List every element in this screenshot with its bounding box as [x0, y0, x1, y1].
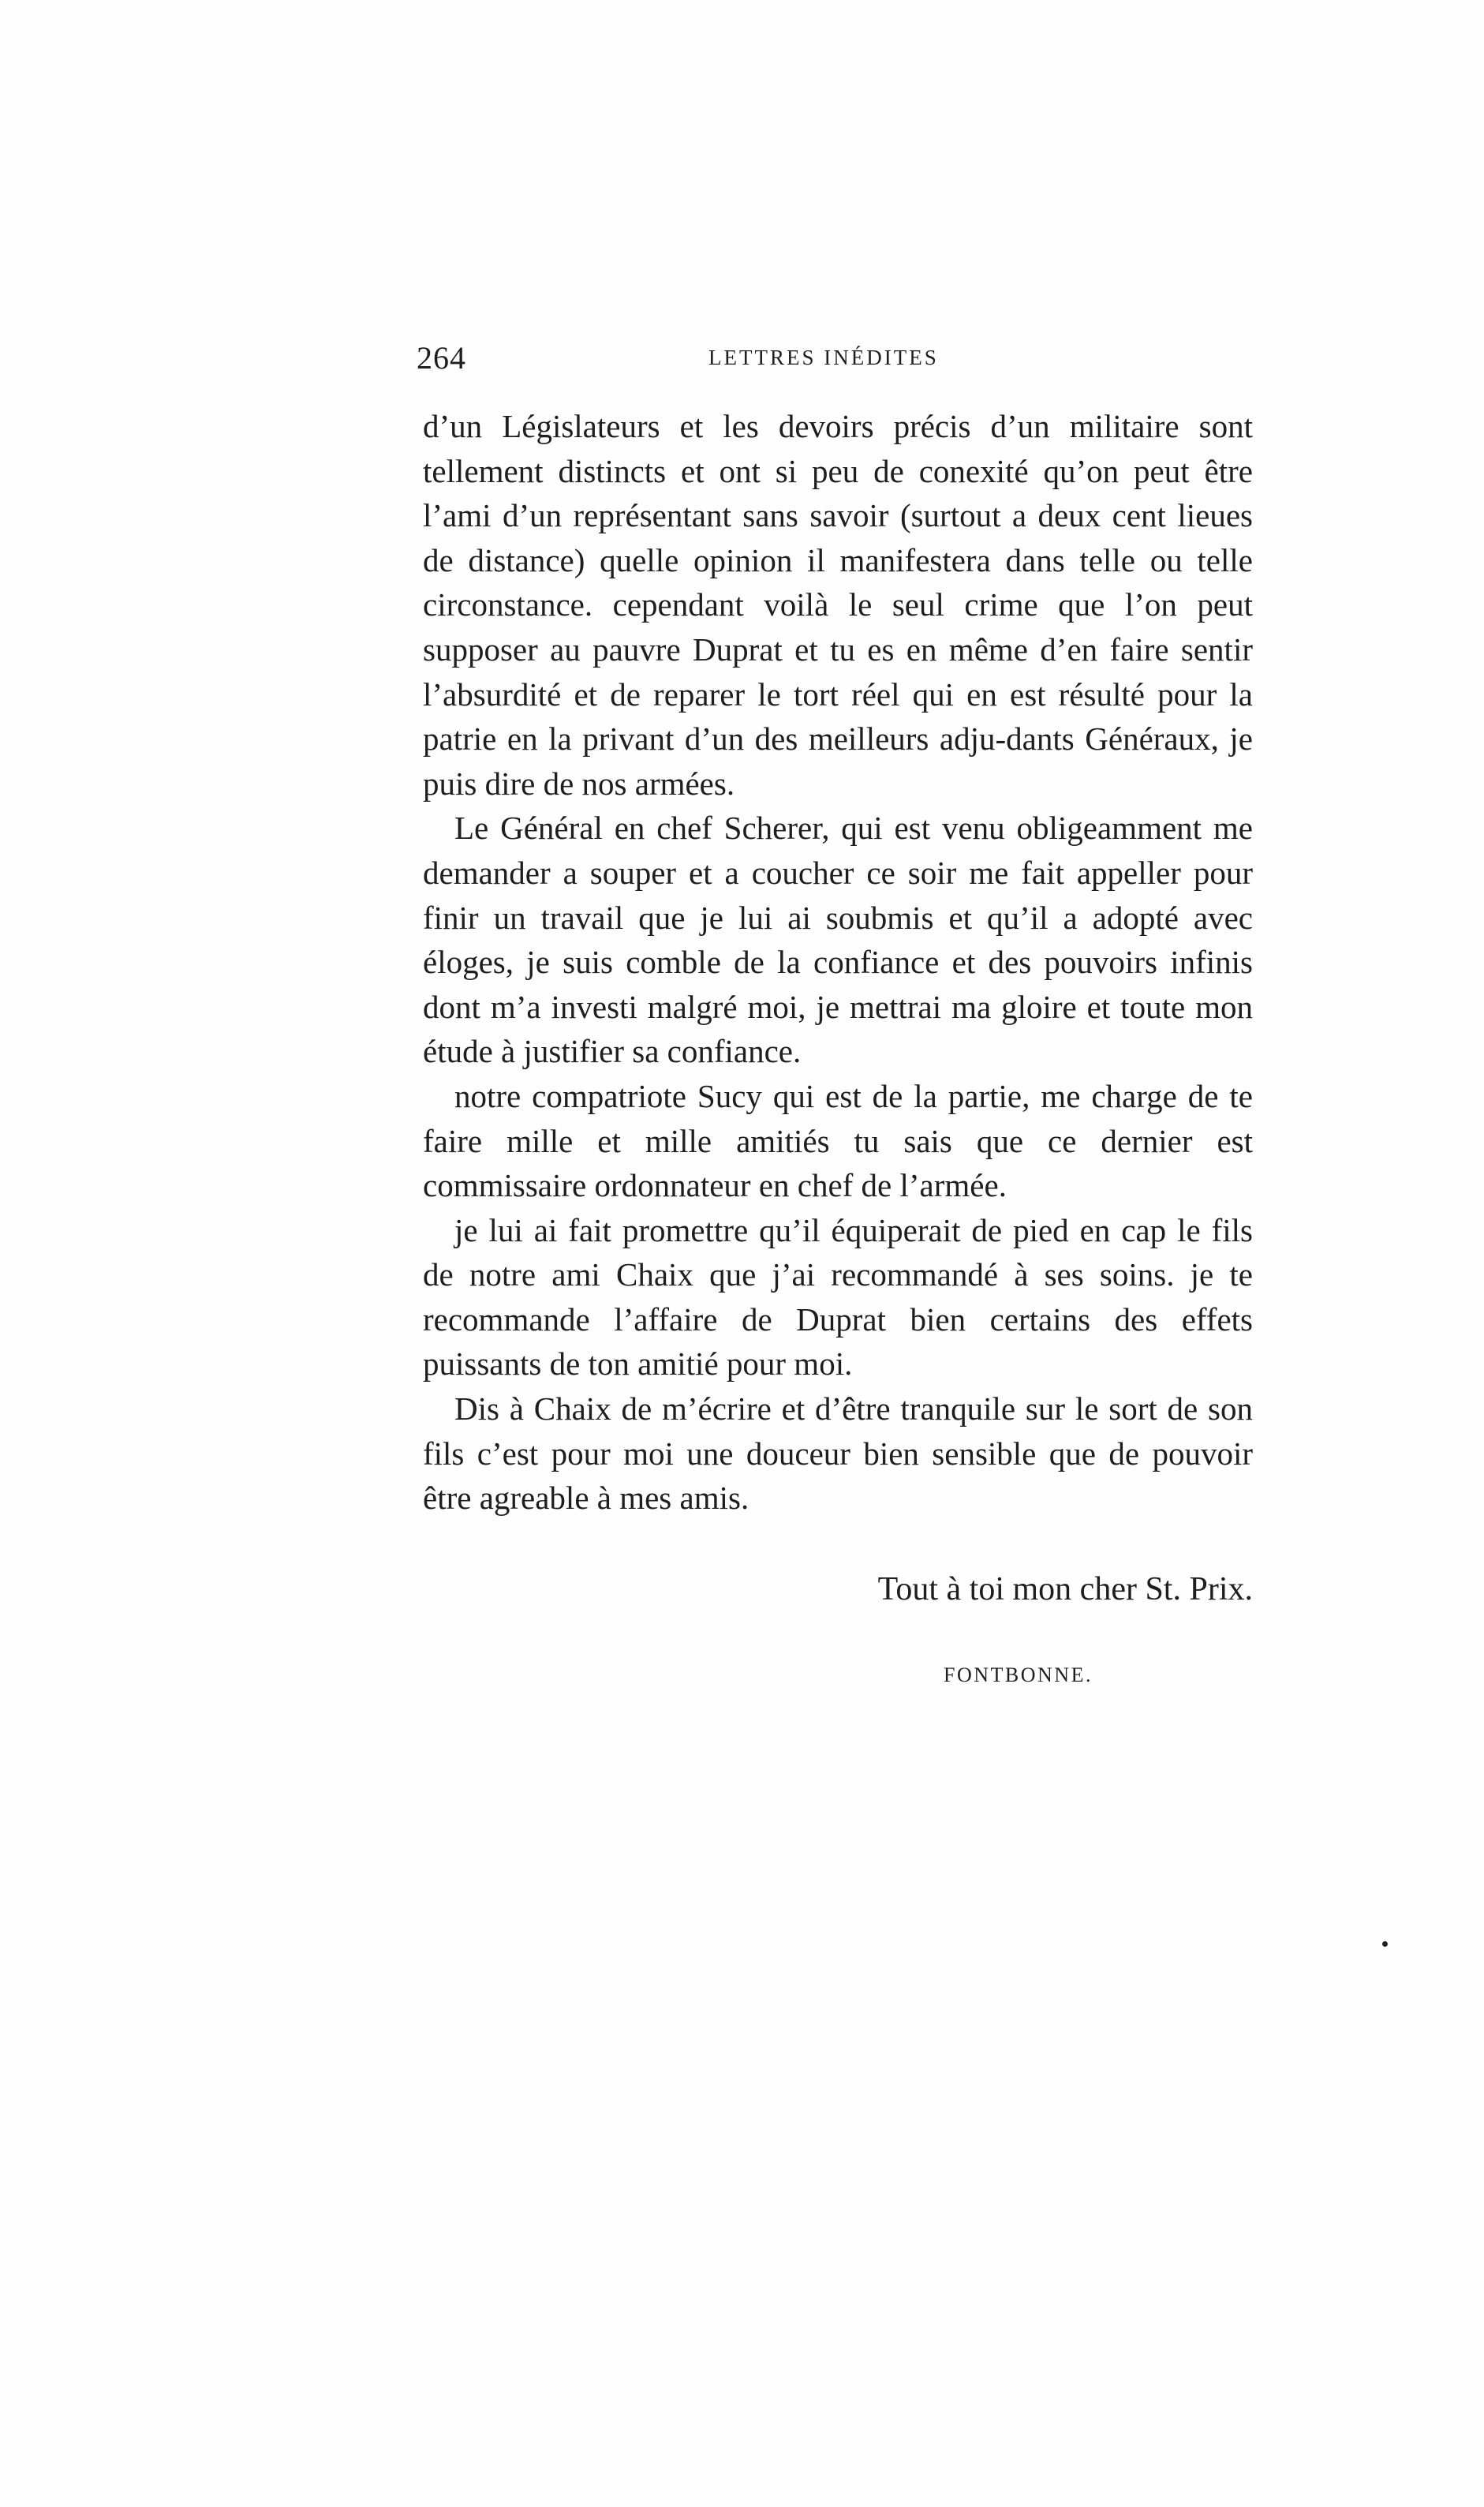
signature: FONTBONNE. [944, 1663, 1093, 1686]
paragraph-1: d’un Législateurs et les devoirs précis d’un militaire sont tellement distincts et ont si peu de conexité qu’on peut être l’ami d’un représentant sans savoir (surtout a deux cent lieues de distance) quelle opinion il manifestera dans telle ou telle circonstance. cependant voilà le seul crime que l’on peut supposer au pauvre Duprat et tu es en même d’en faire sentir l’absurdité et de reparer le tort réel qui en est résulté pour la patrie en la privant d’un des meilleurs adju-dants Généraux, je puis dire de nos armées. [423, 408, 1253, 802]
paragraph-4: je lui ai fait promettre qu’il équiperait de pied en cap le fils de notre ami Chaix que j’ai recommandé à ses soins. je te recommande l’affaire de Duprat bien certains des effets puissants de ton amitié pour moi. [423, 1211, 1253, 1383]
closing-salutation: Tout à toi mon cher St. Prix. [877, 1571, 1253, 1607]
running-title: LETTRES INÉDITES [708, 346, 939, 369]
paragraph-5: Dis à Chaix de m’écrire et d’être tranquile sur le sort de son fils c’est pour moi une douceur bien sensible que de pouvoir être agreable à mes amis. [423, 1390, 1253, 1517]
paragraph-2: Le Général en chef Scherer, qui est venu obligeamment me demander a souper et a coucher ce soir me fait appeller pour finir un travail que je lui ai soubmis et qu’il a adopté avec éloges, je suis comble de la confiance et des pouvoirs infinis dont m’a investi malgré moi, je mettrai ma gloire et toute mon étude à justifier sa confiance. [423, 810, 1253, 1070]
running-head [417, 339, 1251, 387]
paragraph-3: notre compatriote Sucy qui est de la partie, me charge de te faire mille et mille amitiés tu sais que ce dernier est commissaire ordonnateur en chef de l’armée. [423, 1077, 1253, 1204]
ink-speck [1382, 1941, 1388, 1947]
page-number: 264 [417, 340, 466, 376]
letter-body [423, 404, 1253, 1521]
